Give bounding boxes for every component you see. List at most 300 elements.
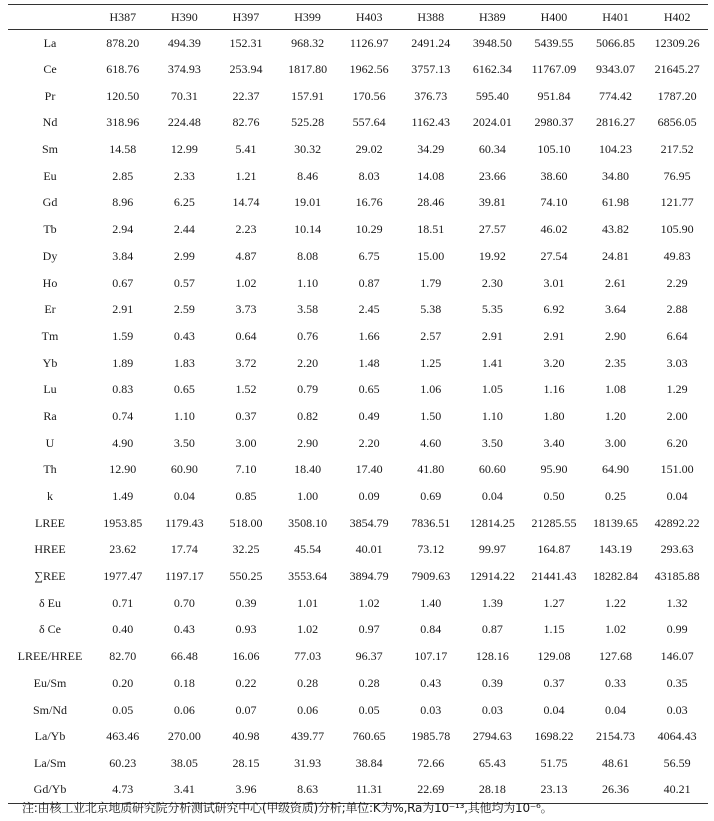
data-cell: 74.10	[540, 195, 568, 210]
data-cell: 95.90	[540, 462, 568, 477]
column-header: H401	[585, 5, 647, 30]
data-cell: 7909.63	[411, 569, 451, 584]
row-label: Tb	[43, 222, 57, 237]
table-row	[8, 110, 708, 137]
data-cell: 0.65	[358, 382, 380, 397]
data-cell: 3.50	[481, 435, 503, 450]
data-cell: 0.06	[297, 702, 319, 717]
row-label: Er	[44, 302, 56, 317]
data-cell: 374.93	[167, 62, 201, 77]
data-cell: 43185.88	[654, 569, 700, 584]
data-cell: 31.93	[294, 755, 322, 770]
data-cell: 5.38	[420, 302, 442, 317]
row-label: La/Sm	[34, 755, 66, 770]
data-cell: 0.05	[358, 702, 380, 717]
data-cell: 48.61	[602, 755, 630, 770]
data-cell: 217.52	[660, 142, 694, 157]
data-cell: 61.98	[602, 195, 630, 210]
data-cell: 27.57	[478, 222, 506, 237]
row-label: k	[47, 489, 53, 504]
data-cell: 6.75	[358, 248, 380, 263]
data-cell: 0.40	[112, 622, 134, 637]
data-cell: 0.04	[173, 489, 195, 504]
column-header: H402	[646, 5, 708, 30]
data-cell: 2.45	[358, 302, 380, 317]
data-cell: 1.48	[358, 355, 380, 370]
data-cell: 2.30	[481, 275, 503, 290]
data-cell: 170.56	[352, 88, 386, 103]
data-cell: 2.00	[666, 408, 688, 423]
data-cell: 3508.10	[288, 515, 328, 530]
data-cell: 1.02	[605, 622, 627, 637]
data-cell: 0.22	[235, 675, 257, 690]
data-cell: 951.84	[537, 88, 571, 103]
table-body	[8, 30, 708, 804]
row-label: Gd/Yb	[8, 777, 92, 804]
data-cell: 1.50	[420, 408, 442, 423]
data-cell: 18.51	[417, 222, 445, 237]
data-cell: 12914.22	[469, 569, 515, 584]
row-label: Eu	[43, 168, 57, 183]
data-cell: 6856.05	[657, 115, 697, 130]
data-cell: 22.37	[232, 88, 260, 103]
data-cell: 8.96	[112, 195, 134, 210]
row-label: LREE	[35, 515, 65, 530]
data-cell: 0.04	[481, 489, 503, 504]
data-cell: 525.28	[291, 115, 325, 130]
table-row	[8, 750, 708, 777]
data-cell: 2.91	[543, 328, 565, 343]
data-cell: 376.73	[414, 88, 448, 103]
table-row	[8, 136, 708, 163]
column-header: H403	[338, 5, 400, 30]
data-cell: 774.42	[599, 88, 633, 103]
data-cell: 0.28	[358, 675, 380, 690]
column-header: H397	[215, 5, 277, 30]
data-cell: 760.65	[352, 729, 386, 744]
data-cell: 3948.50	[472, 35, 512, 50]
data-cell: 3.64	[605, 302, 627, 317]
data-cell: 0.65	[173, 382, 195, 397]
data-cell: 38.84	[355, 755, 383, 770]
data-cell: 2154.73	[596, 729, 636, 744]
data-cell: 1.10	[297, 275, 319, 290]
data-cell: 99.97	[478, 542, 506, 557]
data-cell: 0.99	[666, 622, 688, 637]
data-cell: 1179.43	[165, 515, 204, 530]
data-cell: 18139.65	[593, 515, 639, 530]
data-cell: 73.12	[417, 542, 445, 557]
data-cell: 0.97	[358, 622, 380, 637]
table-row	[8, 270, 708, 297]
data-cell: 1162.43	[411, 115, 451, 130]
data-cell: 1787.20	[657, 88, 697, 103]
data-cell: 12814.25	[469, 515, 515, 530]
data-cell: 270.00	[167, 729, 201, 744]
data-cell: 56.59	[663, 755, 691, 770]
data-cell: 22.69	[400, 777, 462, 804]
data-cell: 96.37	[355, 649, 383, 664]
data-cell: 26.36	[585, 777, 647, 804]
data-cell: 105.10	[537, 142, 571, 157]
data-cell: 10.29	[355, 222, 383, 237]
table-row	[8, 617, 708, 644]
data-cell: 0.71	[112, 595, 134, 610]
data-cell: 127.68	[599, 649, 633, 664]
data-cell: 2.23	[235, 222, 257, 237]
data-cell: 23.66	[478, 168, 506, 183]
table-header	[8, 5, 708, 30]
row-label: Pr	[44, 88, 56, 103]
data-cell: 2980.37	[534, 115, 574, 130]
data-cell: 2.91	[481, 328, 503, 343]
data-cell: 1.05	[481, 382, 503, 397]
data-cell: 0.06	[173, 702, 195, 717]
data-cell: 16.06	[232, 649, 260, 664]
data-cell: 0.09	[358, 489, 380, 504]
data-cell: 1.41	[481, 355, 503, 370]
data-cell: 164.87	[537, 542, 571, 557]
data-cell: 1.40	[420, 595, 442, 610]
data-cell: 463.46	[106, 729, 140, 744]
data-cell: 40.98	[232, 729, 260, 744]
data-cell: 2.94	[112, 222, 134, 237]
data-cell: 128.16	[475, 649, 509, 664]
data-cell: 0.57	[173, 275, 195, 290]
data-cell: 41.80	[417, 462, 445, 477]
data-cell: 494.39	[167, 35, 201, 50]
data-cell: 0.20	[112, 675, 134, 690]
data-cell: 15.00	[417, 248, 445, 263]
table-row	[8, 590, 708, 617]
data-cell: 1985.78	[411, 729, 451, 744]
row-label: Eu/Sm	[33, 675, 67, 690]
data-cell: 21285.55	[531, 515, 577, 530]
data-cell: 28.18	[462, 777, 524, 804]
data-cell: 0.43	[420, 675, 442, 690]
data-cell: 1197.17	[165, 569, 204, 584]
row-label: δ Ce	[39, 622, 61, 637]
data-cell: 0.87	[358, 275, 380, 290]
data-cell: 1.22	[605, 595, 627, 610]
data-cell: 0.87	[481, 622, 503, 637]
data-cell: 38.60	[540, 168, 568, 183]
row-label: ∑REE	[34, 569, 66, 584]
row-label: U	[45, 435, 55, 450]
data-cell: 5066.85	[596, 35, 636, 50]
data-cell: 0.93	[235, 622, 257, 637]
data-cell: 11.31	[338, 777, 400, 804]
table-row	[8, 296, 708, 323]
table-row	[8, 670, 708, 697]
data-cell: 4.87	[235, 248, 257, 263]
table-row	[8, 723, 708, 750]
data-cell: 3.41	[154, 777, 216, 804]
data-cell: 46.02	[540, 222, 568, 237]
data-cell: 2.88	[666, 302, 688, 317]
row-label: LREE/HREE	[17, 649, 83, 664]
data-cell: 40.01	[355, 542, 383, 557]
data-cell: 1.89	[112, 355, 134, 370]
data-cell: 2.35	[605, 355, 627, 370]
data-cell: 0.28	[297, 675, 319, 690]
data-cell: 49.83	[663, 248, 691, 263]
data-cell: 0.79	[297, 382, 319, 397]
geochemistry-table-container	[8, 4, 708, 804]
data-cell: 42892.22	[654, 515, 700, 530]
column-header: H387	[92, 5, 154, 30]
data-cell: 60.23	[109, 755, 137, 770]
data-cell: 39.81	[478, 195, 506, 210]
data-cell: 3.20	[543, 355, 565, 370]
data-cell: 0.04	[543, 702, 565, 717]
data-cell: 2.99	[173, 248, 195, 263]
table-row	[8, 430, 708, 457]
data-cell: 143.19	[599, 542, 633, 557]
data-cell: 29.02	[355, 142, 383, 157]
data-cell: 120.50	[106, 88, 140, 103]
data-cell: 0.64	[235, 328, 257, 343]
row-label: Th	[43, 462, 57, 477]
table-row	[8, 323, 708, 350]
data-cell: 2.90	[605, 328, 627, 343]
data-cell: 3.50	[173, 435, 195, 450]
data-cell: 0.03	[481, 702, 503, 717]
data-cell: 34.80	[602, 168, 630, 183]
data-cell: 51.75	[540, 755, 568, 770]
data-cell: 0.76	[297, 328, 319, 343]
data-cell: 518.00	[229, 515, 263, 530]
table-row	[8, 563, 708, 590]
data-cell: 1126.97	[349, 35, 389, 50]
data-cell: 5.41	[235, 142, 257, 157]
data-cell: 0.05	[112, 702, 134, 717]
data-cell: 1.08	[605, 382, 627, 397]
data-cell: 0.83	[112, 382, 134, 397]
data-cell: 2.33	[173, 168, 195, 183]
data-cell: 3.00	[235, 435, 257, 450]
column-header: H399	[277, 5, 339, 30]
data-cell: 0.85	[235, 489, 257, 504]
data-cell: 18282.84	[593, 569, 639, 584]
data-cell: 9343.07	[596, 62, 636, 77]
data-cell: 77.03	[294, 649, 322, 664]
data-cell: 21441.43	[531, 569, 577, 584]
table-row	[8, 697, 708, 724]
data-cell: 40.21	[646, 777, 708, 804]
data-cell: 2.90	[297, 435, 319, 450]
row-label: Ce	[43, 62, 57, 77]
data-cell: 0.07	[235, 702, 257, 717]
data-cell: 70.31	[170, 88, 198, 103]
data-cell: 0.35	[666, 675, 688, 690]
table-row	[8, 163, 708, 190]
data-cell: 21645.27	[654, 62, 700, 77]
column-header: H390	[154, 5, 216, 30]
column-header: H389	[462, 5, 524, 30]
data-cell: 0.39	[481, 675, 503, 690]
ree-data-table	[8, 4, 708, 804]
data-cell: 0.74	[112, 408, 134, 423]
data-cell: 146.07	[660, 649, 694, 664]
data-cell: 2.91	[112, 302, 134, 317]
data-cell: 12.99	[170, 142, 198, 157]
data-cell: 82.76	[232, 115, 260, 130]
data-cell: 1.80	[543, 408, 565, 423]
data-cell: 45.54	[294, 542, 322, 557]
data-cell: 3.96	[215, 777, 277, 804]
data-cell: 1.02	[235, 275, 257, 290]
table-row	[8, 537, 708, 564]
table-row	[8, 216, 708, 243]
data-cell: 0.33	[605, 675, 627, 690]
row-label: Nd	[42, 115, 58, 130]
data-cell: 3.84	[112, 248, 134, 263]
row-label: Sm/Nd	[32, 702, 67, 717]
data-cell: 1.79	[420, 275, 442, 290]
row-label: Dy	[42, 248, 58, 263]
data-cell: 27.54	[540, 248, 568, 263]
data-cell: 0.39	[235, 595, 257, 610]
data-cell: 5.35	[481, 302, 503, 317]
data-cell: 1.39	[481, 595, 503, 610]
data-cell: 28.15	[232, 755, 260, 770]
data-cell: 878.20	[106, 35, 140, 50]
table-row	[8, 643, 708, 670]
data-cell: 2.29	[666, 275, 688, 290]
data-cell: 0.43	[173, 622, 195, 637]
data-cell: 1.49	[112, 489, 134, 504]
data-cell: 3.73	[235, 302, 257, 317]
data-cell: 0.04	[605, 702, 627, 717]
data-cell: 5439.55	[534, 35, 574, 50]
data-cell: 129.08	[537, 649, 571, 664]
data-cell: 72.66	[417, 755, 445, 770]
data-cell: 16.76	[355, 195, 383, 210]
data-cell: 968.32	[291, 35, 325, 50]
data-cell: 0.25	[605, 489, 627, 504]
data-cell: 1.66	[358, 328, 380, 343]
data-cell: 7.10	[235, 462, 257, 477]
data-cell: 157.91	[291, 88, 325, 103]
data-cell: 3894.79	[349, 569, 389, 584]
data-cell: 14.08	[417, 168, 445, 183]
data-cell: 2.85	[112, 168, 134, 183]
data-cell: 1.83	[173, 355, 195, 370]
data-cell: 6.64	[666, 328, 688, 343]
table-row	[8, 243, 708, 270]
data-cell: 6.20	[666, 435, 688, 450]
row-label: Ra	[43, 408, 57, 423]
data-cell: 0.18	[173, 675, 195, 690]
data-cell: 32.25	[232, 542, 260, 557]
data-cell: 14.74	[232, 195, 260, 210]
data-cell: 24.81	[602, 248, 630, 263]
data-cell: 64.90	[602, 462, 630, 477]
row-label: La	[43, 35, 57, 50]
table-row	[8, 190, 708, 217]
data-cell: 151.00	[660, 462, 694, 477]
data-cell: 0.69	[420, 489, 442, 504]
data-cell: 43.82	[602, 222, 630, 237]
data-cell: 4.90	[112, 435, 134, 450]
data-cell: 4064.43	[657, 729, 697, 744]
data-cell: 60.34	[478, 142, 506, 157]
data-cell: 1.06	[420, 382, 442, 397]
data-cell: 1.16	[543, 382, 565, 397]
data-cell: 1.20	[605, 408, 627, 423]
data-cell: 1.21	[235, 168, 257, 183]
data-cell: 17.40	[355, 462, 383, 477]
data-cell: 1.01	[297, 595, 319, 610]
column-header: H388	[400, 5, 462, 30]
data-cell: 2.59	[173, 302, 195, 317]
data-cell: 2.44	[173, 222, 195, 237]
data-cell: 2794.63	[472, 729, 512, 744]
table-row	[8, 510, 708, 537]
data-cell: 6.25	[173, 195, 195, 210]
data-cell: 3.40	[543, 435, 565, 450]
data-cell: 2.20	[297, 355, 319, 370]
data-cell: 107.17	[414, 649, 448, 664]
data-cell: 1.02	[358, 595, 380, 610]
table-row	[8, 350, 708, 377]
table-footnote: 注:由核工业北京地质研究院分析测试研究中心(甲级资质)分析;单位:K为%,Ra为10⁻¹³,其他均为10⁻⁶。	[22, 801, 553, 815]
data-cell: 8.63	[277, 777, 339, 804]
header-row	[8, 5, 708, 30]
row-label: Lu	[43, 382, 57, 397]
data-cell: 0.82	[297, 408, 319, 423]
data-cell: 3.00	[605, 435, 627, 450]
data-cell: 4.60	[420, 435, 442, 450]
data-cell: 76.95	[663, 168, 691, 183]
data-cell: 2024.01	[472, 115, 512, 130]
data-cell: 82.70	[109, 649, 137, 664]
row-label: Ho	[42, 275, 58, 290]
data-cell: 65.43	[478, 755, 506, 770]
data-cell: 1.15	[543, 622, 565, 637]
data-cell: 0.04	[666, 489, 688, 504]
data-cell: 7836.51	[411, 515, 451, 530]
data-cell: 1.02	[297, 622, 319, 637]
data-cell: 1.25	[420, 355, 442, 370]
data-cell: 293.63	[660, 542, 694, 557]
data-cell: 2491.24	[411, 35, 451, 50]
data-cell: 0.50	[543, 489, 565, 504]
data-cell: 30.32	[294, 142, 322, 157]
row-label: Yb	[42, 355, 58, 370]
data-cell: 1977.47	[103, 569, 143, 584]
data-cell: 0.70	[173, 595, 195, 610]
data-cell: 0.37	[235, 408, 257, 423]
row-label: δ Eu	[39, 595, 61, 610]
data-cell: 0.67	[112, 275, 134, 290]
data-cell: 121.77	[660, 195, 694, 210]
data-cell: 19.92	[478, 248, 506, 263]
data-cell: 3854.79	[349, 515, 389, 530]
data-cell: 8.08	[297, 248, 319, 263]
table-row	[8, 56, 708, 83]
row-label: HREE	[34, 542, 66, 557]
data-cell: 6162.34	[472, 62, 512, 77]
data-cell: 1.00	[297, 489, 319, 504]
data-cell: 3553.64	[288, 569, 328, 584]
data-cell: 3.58	[297, 302, 319, 317]
data-cell: 28.46	[417, 195, 445, 210]
table-row	[8, 403, 708, 430]
data-cell: 2.57	[420, 328, 442, 343]
data-cell: 105.90	[660, 222, 694, 237]
